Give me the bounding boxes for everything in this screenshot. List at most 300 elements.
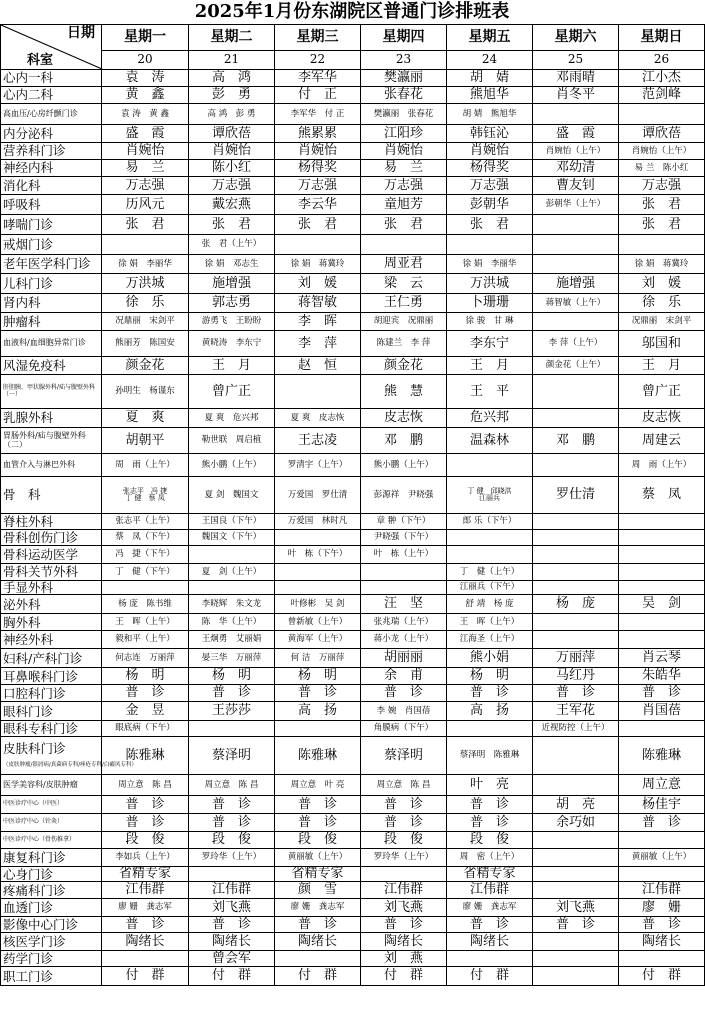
schedule-cell xyxy=(533,867,619,882)
schedule-row xyxy=(1,409,705,428)
corner-date-label: 日期 xyxy=(67,25,95,41)
schedule-cell xyxy=(533,375,619,409)
schedule-cell: 张春花 xyxy=(361,87,447,104)
schedule-row xyxy=(1,160,705,177)
schedule-row xyxy=(1,313,705,331)
schedule-cell: 普 诊 xyxy=(447,814,533,832)
schedule-row xyxy=(1,899,705,917)
schedule-cell: 李 萍 xyxy=(275,331,361,357)
schedule-cell: 近视防控（上午） xyxy=(533,721,619,737)
weekday-header: 星期二 xyxy=(189,25,275,51)
schedule-cell: 张志平 冯 捷 丁 健 蔡 凤 xyxy=(102,477,189,514)
schedule-cell: 邓 鹏 xyxy=(361,428,447,454)
schedule-cell: 叶 栋（下午） xyxy=(275,546,361,564)
schedule-cell xyxy=(275,951,361,967)
schedule-cell: 夏 爽 危兴邦 xyxy=(189,409,275,428)
schedule-cell: 王 月 xyxy=(189,357,275,375)
schedule-cell: 李 婉 肖国蓓 xyxy=(361,702,447,721)
schedule-cell: 张志平（上午） xyxy=(102,514,189,530)
schedule-cell: 皮志恢 xyxy=(361,409,447,428)
department-cell xyxy=(1,215,102,235)
schedule-cell: 陈雅琳 xyxy=(102,737,189,775)
schedule-cell: 蒋智敏（上午） xyxy=(533,294,619,313)
schedule-row xyxy=(1,255,705,274)
department-name: 胃肠外科/疝与腹壁外科（二） xyxy=(3,430,86,449)
schedule-cell: 普 诊 xyxy=(619,917,705,933)
schedule-cell: 叶 亮 xyxy=(447,775,533,796)
schedule-cell: 郭志勇 xyxy=(189,294,275,313)
schedule-row xyxy=(1,514,705,530)
schedule-row xyxy=(1,530,705,546)
schedule-cell: 江伟群 xyxy=(447,882,533,899)
schedule-cell: 丁 健（上午） xyxy=(447,564,533,581)
department-cell xyxy=(1,832,102,849)
schedule-cell: 曾广正 xyxy=(619,375,705,409)
schedule-row xyxy=(1,477,705,514)
date-header: 22 xyxy=(275,50,361,69)
schedule-cell: 危兴邦 xyxy=(447,409,533,428)
schedule-row xyxy=(1,428,705,454)
schedule-cell: 冯 捷（下午） xyxy=(102,546,189,564)
schedule-cell: 袁 涛 xyxy=(102,70,189,87)
schedule-cell: 金 昱 xyxy=(102,702,189,721)
department-name: 高血压/心房纤颤门诊 xyxy=(3,108,78,118)
schedule-cell: 王莎莎 xyxy=(189,702,275,721)
schedule-cell: 肖婉怡（上午） xyxy=(533,143,619,160)
department-cell xyxy=(1,409,102,428)
schedule-cell: 魏国文（下午） xyxy=(189,530,275,546)
schedule-row xyxy=(1,832,705,849)
schedule-cell: 高 鸿 xyxy=(189,70,275,87)
schedule-cell: 付 群 xyxy=(619,967,705,986)
schedule-cell: 高 扬 xyxy=(275,702,361,721)
department-name: 耳鼻喉科门诊 xyxy=(3,668,79,684)
schedule-cell: 蒋智敏 xyxy=(275,294,361,313)
weekday-header: 星期五 xyxy=(447,25,533,51)
department-cell xyxy=(1,867,102,882)
schedule-cell: 王 平 xyxy=(447,375,533,409)
department-name: 职工门诊 xyxy=(3,968,54,984)
schedule-cell: 普 诊 xyxy=(619,814,705,832)
schedule-cell xyxy=(189,581,275,595)
corner-cell xyxy=(1,25,102,70)
schedule-cell: 普 诊 xyxy=(102,796,189,814)
schedule-body xyxy=(1,70,705,986)
schedule-cell: 肖婉怡 xyxy=(189,143,275,160)
department-cell xyxy=(1,313,102,331)
department-cell xyxy=(1,702,102,721)
schedule-cell xyxy=(533,546,619,564)
schedule-cell xyxy=(619,530,705,546)
department-cell xyxy=(1,125,102,143)
schedule-cell: 廖 姗 龚志军 xyxy=(275,899,361,917)
schedule-row xyxy=(1,796,705,814)
schedule-cell: 彭朝华 xyxy=(447,195,533,215)
schedule-cell: 王仁勇 xyxy=(361,294,447,313)
department-cell xyxy=(1,195,102,215)
schedule-cell: 段 俊 xyxy=(361,832,447,849)
date-header: 20 xyxy=(102,50,189,69)
schedule-cell: 肖婉怡 xyxy=(361,143,447,160)
schedule-cell: 普 诊 xyxy=(447,917,533,933)
department-name: 肿瘤科 xyxy=(3,313,41,329)
schedule-cell xyxy=(361,564,447,581)
schedule-cell xyxy=(533,832,619,849)
schedule-row xyxy=(1,375,705,409)
schedule-cell: 张 君 xyxy=(619,195,705,215)
department-name: 心内一科 xyxy=(3,70,54,86)
schedule-cell xyxy=(619,546,705,564)
schedule-cell xyxy=(619,867,705,882)
schedule-cell: 杨 明 xyxy=(189,668,275,685)
department-cell xyxy=(1,477,102,514)
schedule-cell: 胡朝平 xyxy=(102,428,189,454)
schedule-row xyxy=(1,702,705,721)
schedule-cell: 朱皓华 xyxy=(619,668,705,685)
schedule-cell: 普 诊 xyxy=(102,814,189,832)
schedule-cell: 曹友钊 xyxy=(533,177,619,195)
schedule-cell: 叶 栋（上午） xyxy=(361,546,447,564)
schedule-cell: 普 诊 xyxy=(447,685,533,702)
department-name: 神经内科 xyxy=(3,160,54,176)
department-cell xyxy=(1,70,102,87)
schedule-cell: 段 俊 xyxy=(447,832,533,849)
schedule-row xyxy=(1,867,705,882)
schedule-cell: 角膜病（下午） xyxy=(361,721,447,737)
schedule-cell xyxy=(619,951,705,967)
schedule-cell: 晏三华 万丽萍 xyxy=(189,649,275,668)
date-header: 26 xyxy=(619,50,705,69)
schedule-cell xyxy=(533,951,619,967)
schedule-cell: 万爱国 林时凡 xyxy=(275,514,361,530)
department-cell xyxy=(1,177,102,195)
schedule-cell xyxy=(189,867,275,882)
schedule-cell: 陶绪长 xyxy=(102,933,189,951)
schedule-row xyxy=(1,215,705,235)
schedule-cell xyxy=(447,235,533,255)
schedule-cell: 王军花 xyxy=(533,702,619,721)
department-cell xyxy=(1,775,102,796)
schedule-cell: 万志强 xyxy=(619,177,705,195)
department-cell xyxy=(1,882,102,899)
department-cell xyxy=(1,899,102,917)
department-cell xyxy=(1,143,102,160)
schedule-row xyxy=(1,87,705,104)
schedule-cell: 尹晓强（下午） xyxy=(361,530,447,546)
schedule-cell xyxy=(102,581,189,595)
schedule-cell: 丁 健 邱晓洪 江丽兵 xyxy=(447,477,533,514)
department-name: 胸外科 xyxy=(3,614,41,630)
schedule-cell xyxy=(619,721,705,737)
schedule-cell: 周立意 陈 昌 xyxy=(102,775,189,796)
date-header: 25 xyxy=(533,50,619,69)
department-name: 手显外科 xyxy=(3,580,54,595)
schedule-cell: 李晓辉 朱文龙 xyxy=(189,595,275,614)
schedule-cell: 彭源祥 尹晓强 xyxy=(361,477,447,514)
schedule-cell: 普 诊 xyxy=(189,814,275,832)
schedule-cell: 邓幼清 xyxy=(533,160,619,177)
department-name: 脊柱外科 xyxy=(3,513,54,529)
schedule-cell: 普 诊 xyxy=(189,917,275,933)
department-cell xyxy=(1,721,102,737)
schedule-cell xyxy=(533,614,619,631)
schedule-cell: 肖婉怡 xyxy=(275,143,361,160)
schedule-cell: 郎 乐（下午） xyxy=(447,514,533,530)
schedule-cell xyxy=(533,215,619,235)
department-cell xyxy=(1,255,102,274)
schedule-cell: 陈雅琳 xyxy=(275,737,361,775)
schedule-cell: 颜金花（上午） xyxy=(533,357,619,375)
schedule-cell: 普 诊 xyxy=(447,796,533,814)
schedule-cell: 陈小红 xyxy=(189,160,275,177)
department-cell xyxy=(1,814,102,832)
schedule-row xyxy=(1,882,705,899)
schedule-row xyxy=(1,721,705,737)
schedule-cell: 蔡泽明 xyxy=(361,737,447,775)
schedule-cell: 张 君 xyxy=(102,215,189,235)
schedule-cell: 普 诊 xyxy=(102,685,189,702)
schedule-cell: 付 群 xyxy=(275,967,361,986)
schedule-cell: 省精专家 xyxy=(275,867,361,882)
schedule-cell: 易 兰 xyxy=(102,160,189,177)
department-name: 泌外科 xyxy=(3,596,41,612)
schedule-cell: 万洪城 xyxy=(447,274,533,294)
schedule-cell: 罗清宇（上午） xyxy=(275,454,361,477)
schedule-cell: 汪 坚 xyxy=(361,595,447,614)
schedule-cell: 李 萍（上午） xyxy=(533,331,619,357)
schedule-cell xyxy=(533,737,619,775)
schedule-cell xyxy=(275,235,361,255)
schedule-cell: 徐 骏 甘 琳 xyxy=(447,313,533,331)
schedule-cell xyxy=(533,514,619,530)
weekday-header: 星期一 xyxy=(102,25,189,51)
schedule-cell: 陈 华（上午） xyxy=(189,614,275,631)
schedule-cell: 肖婉怡 xyxy=(447,143,533,160)
schedule-row xyxy=(1,104,705,125)
department-cell xyxy=(1,614,102,631)
schedule-cell: 周建云 xyxy=(619,428,705,454)
schedule-cell: 普 诊 xyxy=(275,814,361,832)
department-name: 皮肤科门诊 xyxy=(3,741,66,757)
schedule-cell: 王 月 xyxy=(619,357,705,375)
schedule-cell: 廖 姗 龚志军 xyxy=(102,899,189,917)
department-cell xyxy=(1,331,102,357)
department-name: 心身门诊 xyxy=(3,866,54,882)
schedule-cell: 高 鸿 彭 勇 xyxy=(189,104,275,125)
schedule-cell: 杨 庞 陈书维 xyxy=(102,595,189,614)
schedule-cell: 李军华 xyxy=(275,70,361,87)
schedule-cell xyxy=(619,564,705,581)
department-cell xyxy=(1,428,102,454)
schedule-cell: 杨 明 xyxy=(102,668,189,685)
schedule-cell: 付 群 xyxy=(102,967,189,986)
schedule-cell: 万丽萍 xyxy=(533,649,619,668)
schedule-cell: 眼底病（下午） xyxy=(102,721,189,737)
schedule-cell: 张 君 xyxy=(275,215,361,235)
schedule-cell: 杨 明 xyxy=(447,668,533,685)
schedule-row xyxy=(1,737,705,775)
schedule-cell: 周立意 xyxy=(619,775,705,796)
schedule-cell: 王国良（下午） xyxy=(189,514,275,530)
schedule-cell: 蔡 凤（下午） xyxy=(102,530,189,546)
schedule-cell: 况鼎丽 宋剑平 xyxy=(102,313,189,331)
schedule-cell: 吴 剑 xyxy=(619,595,705,614)
schedule-cell xyxy=(533,564,619,581)
schedule-row xyxy=(1,546,705,564)
weekday-header: 星期三 xyxy=(275,25,361,51)
schedule-cell: 普 诊 xyxy=(361,796,447,814)
department-name: 心内二科 xyxy=(3,87,54,103)
schedule-cell: 胡 婧 xyxy=(447,70,533,87)
schedule-cell: 梁 云 xyxy=(361,274,447,294)
schedule-cell xyxy=(447,530,533,546)
schedule-row xyxy=(1,143,705,160)
schedule-cell: 王 月 xyxy=(447,357,533,375)
department-cell xyxy=(1,933,102,951)
schedule-cell xyxy=(361,867,447,882)
department-cell xyxy=(1,796,102,814)
weekday-header: 星期日 xyxy=(619,25,705,51)
schedule-cell xyxy=(447,546,533,564)
schedule-cell: 肖国蓓 xyxy=(619,702,705,721)
schedule-cell: 夏 剑 魏国文 xyxy=(189,477,275,514)
department-name: 骨科关节外科 xyxy=(3,564,79,580)
department-name: 老年医学科门诊 xyxy=(3,256,91,272)
schedule-cell: 熊小娟 xyxy=(447,649,533,668)
schedule-cell: 何志连 万丽萍 xyxy=(102,649,189,668)
schedule-cell xyxy=(275,375,361,409)
schedule-cell: 蒋小龙（上午） xyxy=(361,631,447,649)
schedule-cell: 徐 娟 邓志生 xyxy=(189,255,275,274)
schedule-cell: 徐 娟 蒋冀玲 xyxy=(275,255,361,274)
department-name: 肾内科 xyxy=(3,295,41,311)
weekday-header: 星期六 xyxy=(533,25,619,51)
header-row-dates xyxy=(1,50,705,69)
schedule-cell: 颜金花 xyxy=(361,357,447,375)
schedule-cell: 徐 乐 xyxy=(619,294,705,313)
schedule-cell: 熊旭华 xyxy=(447,87,533,104)
schedule-cell: 万爱国 罗仕清 xyxy=(275,477,361,514)
department-cell xyxy=(1,235,102,255)
schedule-cell: 周立意 陈 昌 xyxy=(189,775,275,796)
schedule-cell: 戴宏燕 xyxy=(189,195,275,215)
department-name: 戒烟门诊 xyxy=(3,236,54,252)
department-name: 乳腺外科 xyxy=(3,410,54,426)
schedule-cell: 王炯勇 艾丽娟 xyxy=(189,631,275,649)
schedule-cell: 徐 娟 李丽华 xyxy=(447,255,533,274)
schedule-cell: 肖婉怡 xyxy=(102,143,189,160)
department-name: 中医诊疗中心（针灸） xyxy=(3,818,64,826)
department-cell xyxy=(1,668,102,685)
schedule-cell: 李东宁 xyxy=(447,331,533,357)
schedule-cell xyxy=(533,530,619,546)
schedule-cell: 万洪城 xyxy=(102,274,189,294)
schedule-cell: 张 君 xyxy=(619,215,705,235)
schedule-cell: 普 诊 xyxy=(619,685,705,702)
schedule-cell: 肖冬平 xyxy=(533,87,619,104)
schedule-cell: 樊瀛丽 xyxy=(361,70,447,87)
schedule-cell xyxy=(533,933,619,951)
schedule-cell: 舒 靖 杨 庞 xyxy=(447,595,533,614)
schedule-cell: 陶绪长 xyxy=(361,933,447,951)
date-header: 23 xyxy=(361,50,447,69)
department-name: 哮喘门诊 xyxy=(3,216,54,232)
schedule-cell: 黄丽敏（上午） xyxy=(619,849,705,867)
schedule-row xyxy=(1,614,705,631)
schedule-cell xyxy=(275,721,361,737)
schedule-cell: 陈雅琳 xyxy=(619,737,705,775)
schedule-cell: 江伟群 xyxy=(189,882,275,899)
schedule-row xyxy=(1,967,705,986)
schedule-cell: 樊瀛丽 张春花 xyxy=(361,104,447,125)
schedule-cell: 普 诊 xyxy=(102,917,189,933)
schedule-cell: 范剑峰 xyxy=(619,87,705,104)
schedule-cell: 普 诊 xyxy=(189,796,275,814)
schedule-cell: 张 君（上午） xyxy=(189,235,275,255)
department-cell xyxy=(1,631,102,649)
schedule-cell: 颜金花 xyxy=(102,357,189,375)
schedule-cell xyxy=(533,409,619,428)
department-cell xyxy=(1,595,102,614)
schedule-cell: 周 密（上午） xyxy=(447,849,533,867)
department-name: 营养科门诊 xyxy=(3,143,66,159)
department-cell xyxy=(1,951,102,967)
schedule-cell: 张 君 xyxy=(361,215,447,235)
department-name: 疼痛科门诊 xyxy=(3,882,66,898)
schedule-cell xyxy=(619,514,705,530)
schedule-cell xyxy=(619,104,705,125)
schedule-row xyxy=(1,668,705,685)
schedule-cell: 黄 鑫 xyxy=(102,87,189,104)
schedule-cell: 刘飞燕 xyxy=(189,899,275,917)
department-name: 中医诊疗中心（中医） xyxy=(3,800,64,808)
schedule-cell: 普 诊 xyxy=(533,685,619,702)
schedule-row xyxy=(1,331,705,357)
schedule-row xyxy=(1,454,705,477)
schedule-cell: 杨得奖 xyxy=(275,160,361,177)
schedule-cell: 普 诊 xyxy=(361,685,447,702)
department-name: 康复科门诊 xyxy=(3,850,66,866)
schedule-cell xyxy=(361,581,447,595)
corner-dept-label: 科室 xyxy=(27,53,54,69)
department-name: 影像中心门诊 xyxy=(3,917,79,933)
schedule-cell: 黄晓涛 李东宁 xyxy=(189,331,275,357)
schedule-cell: 刘飞燕 xyxy=(361,899,447,917)
schedule-cell: 杨得奖 xyxy=(447,160,533,177)
schedule-cell: 普 诊 xyxy=(275,685,361,702)
schedule-cell: 施增强 xyxy=(189,274,275,294)
schedule-cell: 罗玲华（上午） xyxy=(189,849,275,867)
schedule-cell: 叶修彬 吴 剑 xyxy=(275,595,361,614)
schedule-cell: 陶绪长 xyxy=(619,933,705,951)
schedule-cell: 丁 健（下午） xyxy=(102,564,189,581)
schedule-cell: 江丽兵（下午） xyxy=(447,581,533,595)
schedule-cell: 徐 乐 xyxy=(102,294,189,313)
schedule-row xyxy=(1,177,705,195)
schedule-cell: 肖云琴 xyxy=(619,649,705,668)
schedule-cell xyxy=(102,235,189,255)
department-name: 眼科专科门诊 xyxy=(3,721,79,737)
department-name: 骨科运动医学 xyxy=(3,546,79,562)
schedule-cell: 邬国和 xyxy=(619,331,705,357)
department-cell xyxy=(1,685,102,702)
schedule-cell: 周立意 叶 亮 xyxy=(275,775,361,796)
schedule-cell: 盛 霞 xyxy=(102,125,189,143)
schedule-cell: 皮志恢 xyxy=(619,409,705,428)
department-cell xyxy=(1,649,102,668)
schedule-cell: 谭欣蓓 xyxy=(189,125,275,143)
schedule-cell: 刘 媛 xyxy=(619,274,705,294)
